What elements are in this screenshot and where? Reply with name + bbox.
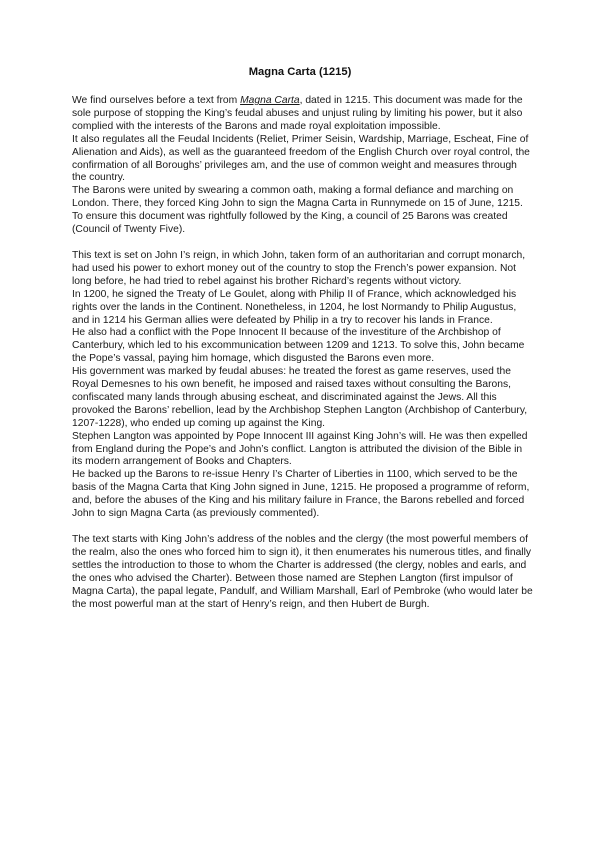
document-body	[72, 95, 534, 611]
paragraph: He backed up the Barons to re-issue Henry I’s Charter of Liberties in 1100, which served to be the basis of the Magna Carta that King John signed in June, 1215. He proposed a programme of reform, and, before the abuses of the King and his military failure in France, the Barons rebelled and forced John to sign Magna Carta (as previously commented).	[72, 469, 530, 520]
paragraph: It also regulates all the Feudal Incidents (Reliet, Primer Seisin, Wardship, Marriage, Escheat, Fine of Alienation and Aids), as well as the guaranteed freedom of the English Church over royal control, the confirmation of all Boroughs’ privileges am, and the use of common weight and measures through the country.	[72, 133, 530, 184]
paragraph: To ensure this document was rightfully followed by the King, a council of 25 Barons was created (Council of Twenty Five).	[72, 211, 508, 236]
paragraph-intro	[72, 95, 534, 134]
paragraph-spacer	[72, 521, 534, 534]
paragraph: The Barons were united by swearing a common oath, making a formal defiance and marching on London. There, they forced King John to sign the Magna Carta in Runnymede on 15 of June, 1215.	[72, 185, 523, 210]
paragraph-spacer	[72, 237, 534, 250]
paragraph: In 1200, he signed the Treaty of Le Goulet, along with Philip II of France, which acknowledged his rights over the lands in the Continent. Nonetheless, in 1204, he lost Normandy to Philip Augustus, and in 1214 his German allies were defeated by Philip in a try to recover his lands in France.	[72, 288, 517, 326]
paragraph: He also had a conflict with the Pope Innocent II because of the investiture of the Archbishop of Canterbury, which led to his excommunication between 1209 and 1213. To solve this, John became the Pope’s vassal, paying him homage, which disgusted the Barons even more.	[72, 327, 525, 365]
magna-carta-link[interactable]: Magna Carta	[240, 95, 300, 106]
document-title: Magna Carta (1215)	[248, 66, 352, 78]
intro-text-start: We find ourselves before a text from	[72, 95, 241, 106]
paragraph: His government was marked by feudal abuses: he treated the forest as game reserves, used the Royal Demesnes to his own benefit, he imposed and raised taxes without consulting the Barons, confiscated many lands through abusing escheat, and discriminated against the Jews. All this provoked the Barons’ rebellion, lead by the Archbishop Stephen Langton (Archbishop of Canterbury, 1207-1228), who ended up coming up against the King.	[72, 366, 528, 429]
paragraph: The text starts with King John’s address of the nobles and the clergy (the most powerful members of the realm, also the ones who forced him to sign it), it then enumerates his numerous titles, and finally settles the introduction to those to whom the Charter is addressed (the clergy, nobles and earls, and the ones who advised the Charter). Between those named are Stephen Langton (first impulsor of Magna Carta), the papal legate, Pandulf, and William Marshall, Earl of Pembroke (who would later be the most powerful man at the start of Henry’s reign, and then Hubert de Burgh.	[72, 534, 533, 610]
intro-text-end: , dated in 1215. This document was made for the sole purpose of stopping the King’s feudal abuses and unjust ruling by limiting his power, but it also complied with the interests of the Barons and made royal exploitation impossible.	[72, 95, 523, 132]
paragraph: Stephen Langton was appointed by Pope Innocent III against King John’s will. He was then expelled from England during the Pope’s and John’s conflict. Langton is attributed the division of the Bible in its modern arrangement of Books and Chapters.	[72, 430, 528, 468]
paragraph: This text is set on John I’s reign, in which John, taken form of an authoritarian and corrupt monarch, had used his power to exhort money out of the country to stop the French’s power expansion. Not long before, he had tried to rebel against his brother Richard’s regents without victory.	[72, 249, 526, 287]
